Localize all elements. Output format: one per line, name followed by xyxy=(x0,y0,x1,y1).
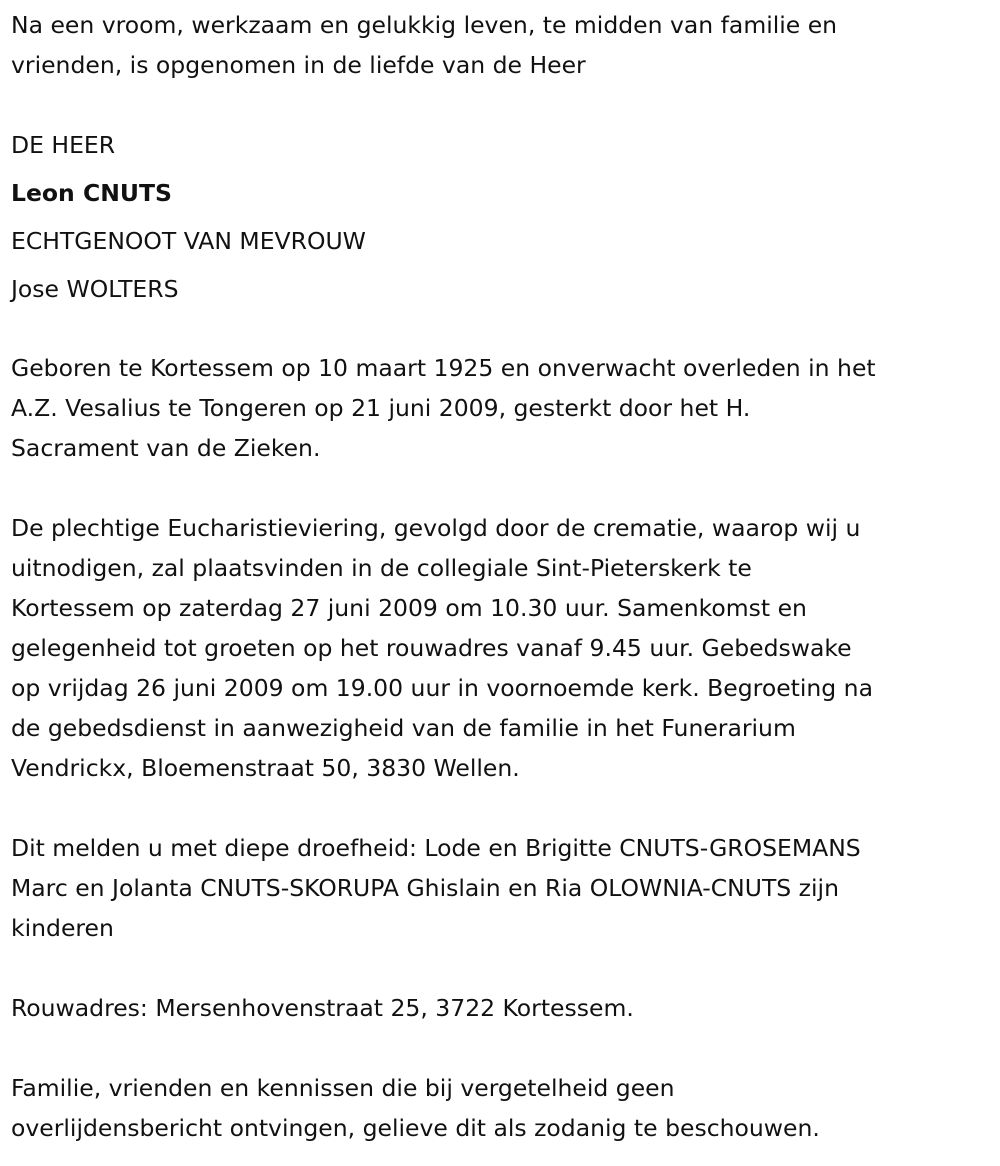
intro-paragraph xyxy=(11,5,1000,85)
text-line: De plechtige Eucharistieviering, gevolgd door de crematie, waarop wij u xyxy=(11,514,861,542)
text-line: Familie, vrienden en kennissen die bij vergetelheid geen xyxy=(11,1074,675,1102)
text-line: Kortessem op zaterdag 27 juni 2009 om 10.30 uur. Samenkomst en xyxy=(11,594,807,622)
text-line: Rouwadres: Mersenhovenstraat 25, 3722 Kortessem. xyxy=(11,994,634,1022)
text-line: Sacrament van de Zieken. xyxy=(11,434,321,462)
deceased-name: Leon CNUTS xyxy=(11,179,172,207)
spouse-name: Jose WOLTERS xyxy=(11,275,179,303)
text-line: de gebedsdienst in aanwezigheid van de familie in het Funerarium xyxy=(11,714,796,742)
text-line: kinderen xyxy=(11,914,114,942)
deceased-title: DE HEER xyxy=(11,131,116,159)
text-line: vrienden, is opgenomen in de liefde van de Heer xyxy=(11,51,586,79)
text-line: A.Z. Vesalius te Tongeren op 21 juni 2009, gesterkt door het H. xyxy=(11,394,751,422)
text-line: uitnodigen, zal plaatsvinden in de collegiale Sint-Pieterskerk te xyxy=(11,554,752,582)
deceased-relation: ECHTGENOOT VAN MEVROUW xyxy=(11,227,366,255)
text-line: Geboren te Kortessem op 10 maart 1925 en onverwacht overleden in het xyxy=(11,354,876,382)
text-line: Vendrickx, Bloemenstraat 50, 3830 Wellen. xyxy=(11,754,520,782)
closing-paragraph xyxy=(11,1068,1000,1148)
ceremony-paragraph xyxy=(11,508,1000,788)
deceased-block xyxy=(11,121,1000,313)
family-paragraph xyxy=(11,828,1000,948)
text-line: Dit melden u met diepe droefheid: Lode en Brigitte CNUTS-GROSEMANS xyxy=(11,834,861,862)
text-line: Marc en Jolanta CNUTS-SKORUPA Ghislain en Ria OLOWNIA-CNUTS zijn xyxy=(11,874,839,902)
address-paragraph xyxy=(11,988,1000,1028)
text-line: gelegenheid tot groeten op het rouwadres vanaf 9.45 uur. Gebedswake xyxy=(11,634,852,662)
text-line: op vrijdag 26 juni 2009 om 19.00 uur in voornoemde kerk. Begroeting na xyxy=(11,674,873,702)
birth-death-paragraph xyxy=(11,348,1000,468)
text-line: Na een vroom, werkzaam en gelukkig leven, te midden van familie en xyxy=(11,11,838,39)
text-line: overlijdensbericht ontvingen, gelieve dit als zodanig te beschouwen. xyxy=(11,1114,820,1142)
